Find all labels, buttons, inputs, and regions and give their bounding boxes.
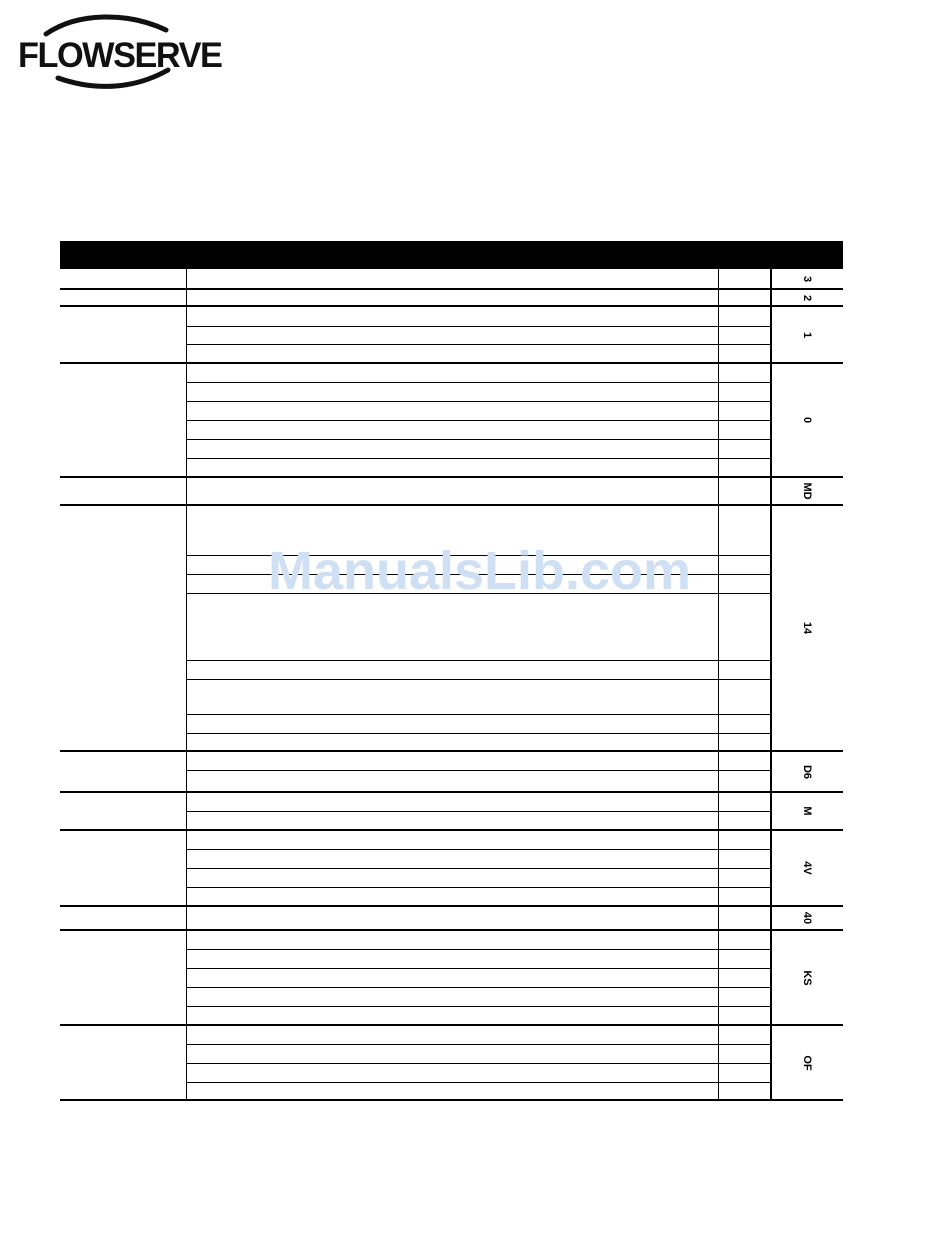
group-code: MD [801, 482, 813, 500]
group-code: M [801, 806, 813, 816]
row-divider [186, 1006, 771, 1007]
row-divider [186, 458, 771, 459]
group-divider [60, 829, 843, 831]
row-divider [186, 811, 771, 812]
group-code: 1 [801, 331, 813, 338]
flowserve-logo [18, 14, 222, 90]
row-divider [186, 1063, 771, 1064]
group-divider [60, 504, 843, 506]
row-divider [186, 714, 771, 715]
group-divider [60, 1024, 843, 1026]
row-divider [186, 868, 771, 869]
column-divider [718, 269, 719, 1100]
row-divider [186, 382, 771, 383]
column-divider [770, 269, 772, 1100]
row-divider [186, 401, 771, 402]
row-divider [186, 770, 771, 771]
group-divider [60, 476, 843, 478]
row-divider [186, 733, 771, 734]
row-divider [186, 987, 771, 988]
table-header [60, 241, 843, 269]
column-divider [186, 269, 187, 1100]
group-divider [60, 305, 843, 307]
group-code: OF [801, 1054, 813, 1071]
group-divider [60, 750, 843, 752]
row-divider [186, 1044, 771, 1045]
group-code: 3 [801, 275, 813, 283]
row-divider [186, 344, 771, 345]
group-code: 4V [801, 861, 813, 875]
row-divider [186, 679, 771, 680]
group-divider [60, 791, 843, 793]
group-code: D6 [801, 764, 813, 779]
group-divider [60, 905, 843, 907]
group-code: 40 [801, 911, 813, 925]
row-divider [186, 326, 771, 327]
row-divider [186, 660, 771, 661]
group-divider [60, 288, 843, 290]
group-code: 14 [801, 621, 813, 635]
row-divider [186, 849, 771, 850]
group-code: KS [801, 969, 813, 986]
row-divider [186, 949, 771, 950]
row-divider [186, 1082, 771, 1083]
watermark: ManualsLib.com [268, 541, 692, 601]
group-divider [60, 1099, 843, 1101]
group-code: 2 [801, 294, 813, 301]
row-divider [186, 439, 771, 440]
row-divider [186, 420, 771, 421]
group-divider [60, 929, 843, 931]
row-divider [186, 968, 771, 969]
group-code: 0 [801, 416, 813, 424]
brand-name: FLOWSERVE [18, 36, 222, 75]
group-divider [60, 362, 843, 364]
row-divider [186, 887, 771, 888]
